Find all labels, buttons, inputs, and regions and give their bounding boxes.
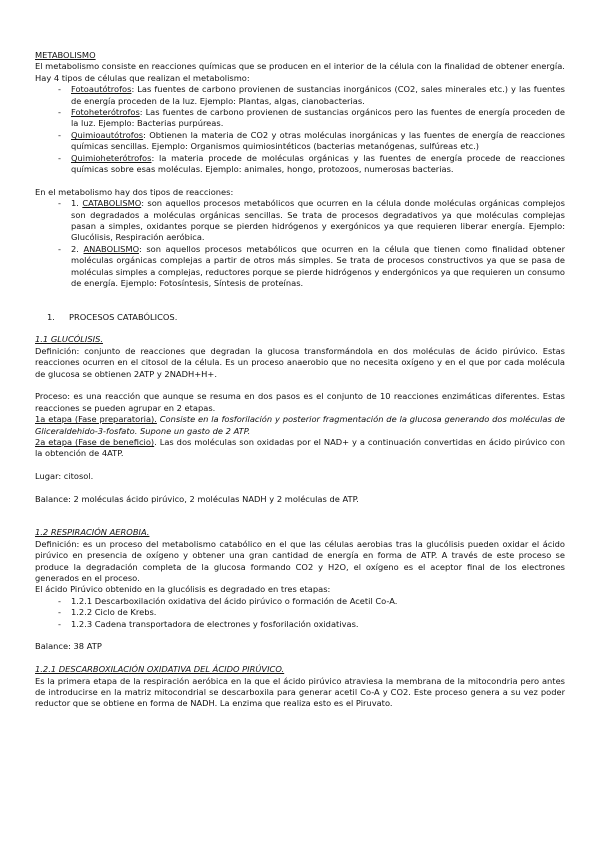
respiracion-definition: Definición: es un proceso del metabolismo catabólico en el que las células aerobias tras la glucólisis pueden oxidar el ácido pirúvico en presencia de oxígeno y obtener una gran cantidad de energía en forma de ATP. A través de este proceso se produce la degradación completa de la glucosa formando CO2 y H2O, el oxígeno es el aceptor final de los electrones generados en el proceso. — [35, 538, 565, 583]
list-prefix: 1. — [71, 198, 83, 209]
list-item — [71, 153, 565, 176]
respiracion-balance: Balance: 38 ATP — [35, 641, 102, 652]
list-term: Quimioautótrofos — [71, 129, 144, 140]
glucolisis-process: Proceso: es una reacción que aunque se resuma en dos pasos es el conjunto de 10 reacciones enzimáticas diferentes. Estas reacciones se pueden agrupar en 2 etapas. — [35, 391, 565, 413]
list-text: : son aquellos procesos metabólicos que ocurren en la célula que tienen como finalidad obtener moléculas orgánicas complejas a partir de otros más simples. Se trata de procesos constructivos ya que se pasa de moléculas simples a complejas, reductores porque se pierde hidrógenos y endergónicos ya que requieren un consumo de energía. Ejemplo: Fotosíntesis, Síntesis de proteínas. — [71, 243, 565, 289]
cell-types-list — [35, 84, 565, 175]
list-term: Fotoheterótrofos — [71, 107, 140, 118]
stage-term: 2a etapa (Fase de beneficio) — [35, 436, 155, 447]
list-text: : Las fuentes de carbono provienen de sustancias orgánicos pero las fuentes de energía proceden de la luz. Ejemplo: Bacterias purpúreas. — [71, 107, 565, 129]
glucolisis-stage-2 — [35, 437, 565, 460]
stage-text: . Las dos moléculas son oxidadas por el NAD+ y a continuación convertidas en ácido pirúvico con la obtención de 4ATP. — [35, 436, 566, 459]
list-text: : son aquellos procesos metabólicos que ocurren en la célula donde moléculas orgánicas complejos son degradados a moléculas orgánicas sencillas. Se trata de procesos degradativos ya que moléculas complejas pasan a simples, oxidantes porque se pierden hidrógenos y exergónicos ya que requieren liberar energía. Ejemplo: Glucólisis, Respiración aeróbica. — [71, 198, 565, 243]
section-title: PROCESOS CATABÓLICOS. — [69, 311, 178, 322]
intro-paragraph: El metabolismo consiste en reacciones químicas que se producen en el interior de la célula con la finalidad de obtener energía. — [35, 61, 565, 72]
stage-term: 1a etapa (Fase preparatoria). — [35, 414, 157, 425]
cell-types-intro: Hay 4 tipos de células que realizan el metabolismo: — [35, 72, 250, 83]
glucolisis-stage-1 — [35, 414, 565, 437]
section-heading — [35, 312, 565, 323]
subsection-heading: 1.2 RESPIRACIÓN AEROBIA. — [35, 527, 150, 538]
list-item: - 1.2.1 Descarboxilación oxidativa del ácido pirúvico o formación de Acetil Co-A. — [71, 596, 565, 607]
list-term: CATABOLISMO — [82, 198, 142, 209]
section-number: 1. — [47, 311, 55, 322]
list-item — [71, 107, 565, 130]
descarboxilacion-text: Es la primera etapa de la respiración aeróbica en la que el ácido pirúvico atraviesa la membrana de la mitocondria pero antes de introducirse en la matriz mitocondrial se descarboxila para generar acetil Co-A y CO2. Este proceso genera a su vez poder reductor que se obtiene en forma de NADH. La enzima que realiza esto es el Piruvato. — [35, 675, 565, 709]
list-text: : Las fuentes de carbono provienen de sustancias inorgánicos (CO2, sales minerales etc.) y las fuentes de energía proceden de la luz. Ejemplo: Plantas, algas, cianobacterias. — [71, 84, 565, 106]
list-term: Quimioheterótrofos — [71, 152, 152, 163]
list-term: ANABOLISMO — [83, 243, 139, 254]
list-item — [71, 244, 565, 290]
list-item — [71, 84, 565, 107]
reactions-list — [35, 198, 565, 289]
subsection-heading: 1.2.1 DESCARBOXILACIÓN OXIDATIVA DEL ÁCIDO PIRÚVICO. — [35, 664, 285, 675]
list-prefix: 2. — [71, 243, 84, 254]
respiracion-stages-intro: El ácido Pirúvico obtenido en la glucólisis es degradado en tres etapas: — [35, 584, 331, 595]
list-item: - 1.2.3 Cadena transportadora de electrones y fosforilación oxidativas. — [71, 619, 565, 630]
glucolisis-place: Lugar: citosol. — [35, 471, 94, 482]
glucolisis-definition: Definición: conjunto de reacciones que degradan la glucosa transformándola en dos moléculas de ácido pirúvico. Estas reacciones ocurren en el citosol de la célula. Es un proceso anaerobio que no necesita oxígeno y en el que por cada molécula de glucosa se obtienen 2ATP y 2NADH+H+. — [35, 345, 565, 379]
document-page — [35, 50, 565, 710]
list-item — [71, 198, 565, 244]
list-text: : Obtienen la materia de CO2 y otras moléculas inorgánicas y las fuentes de energía de reacciones químicas sencillas. Ejemplo: Organismos quimiosintéticos (bacterias metanógenas, sulfúreas etc.) — [71, 129, 565, 152]
list-text: : la materia procede de moléculas orgánicas y las fuentes de energía procede de reacciones químicas sobre esas moléculas. Ejemplo: animales, hongo, protozoos, numerosas bacterias. — [71, 152, 565, 175]
subsection-heading: 1.1 GLUCÓLISIS. — [35, 334, 103, 345]
respiracion-stages-list — [35, 596, 565, 630]
list-term: Fotoautótrofos — [71, 84, 132, 95]
glucolisis-balance: Balance: 2 moléculas ácido pirúvico, 2 moléculas NADH y 2 moléculas de ATP. — [35, 493, 359, 504]
list-item — [71, 130, 565, 153]
stage-text: Consiste en la fosforilación y posterior fragmentación de la glucosa generando dos moléculas de Gliceraldehido-3-fosfato. Supone un gasto de 2 ATP. — [35, 414, 565, 436]
doc-title: METABOLISMO — [35, 50, 96, 60]
list-item: - 1.2.2 Ciclo de Krebs. — [71, 607, 565, 618]
reactions-intro: En el metabolismo hay dos tipos de reacciones: — [35, 186, 234, 197]
